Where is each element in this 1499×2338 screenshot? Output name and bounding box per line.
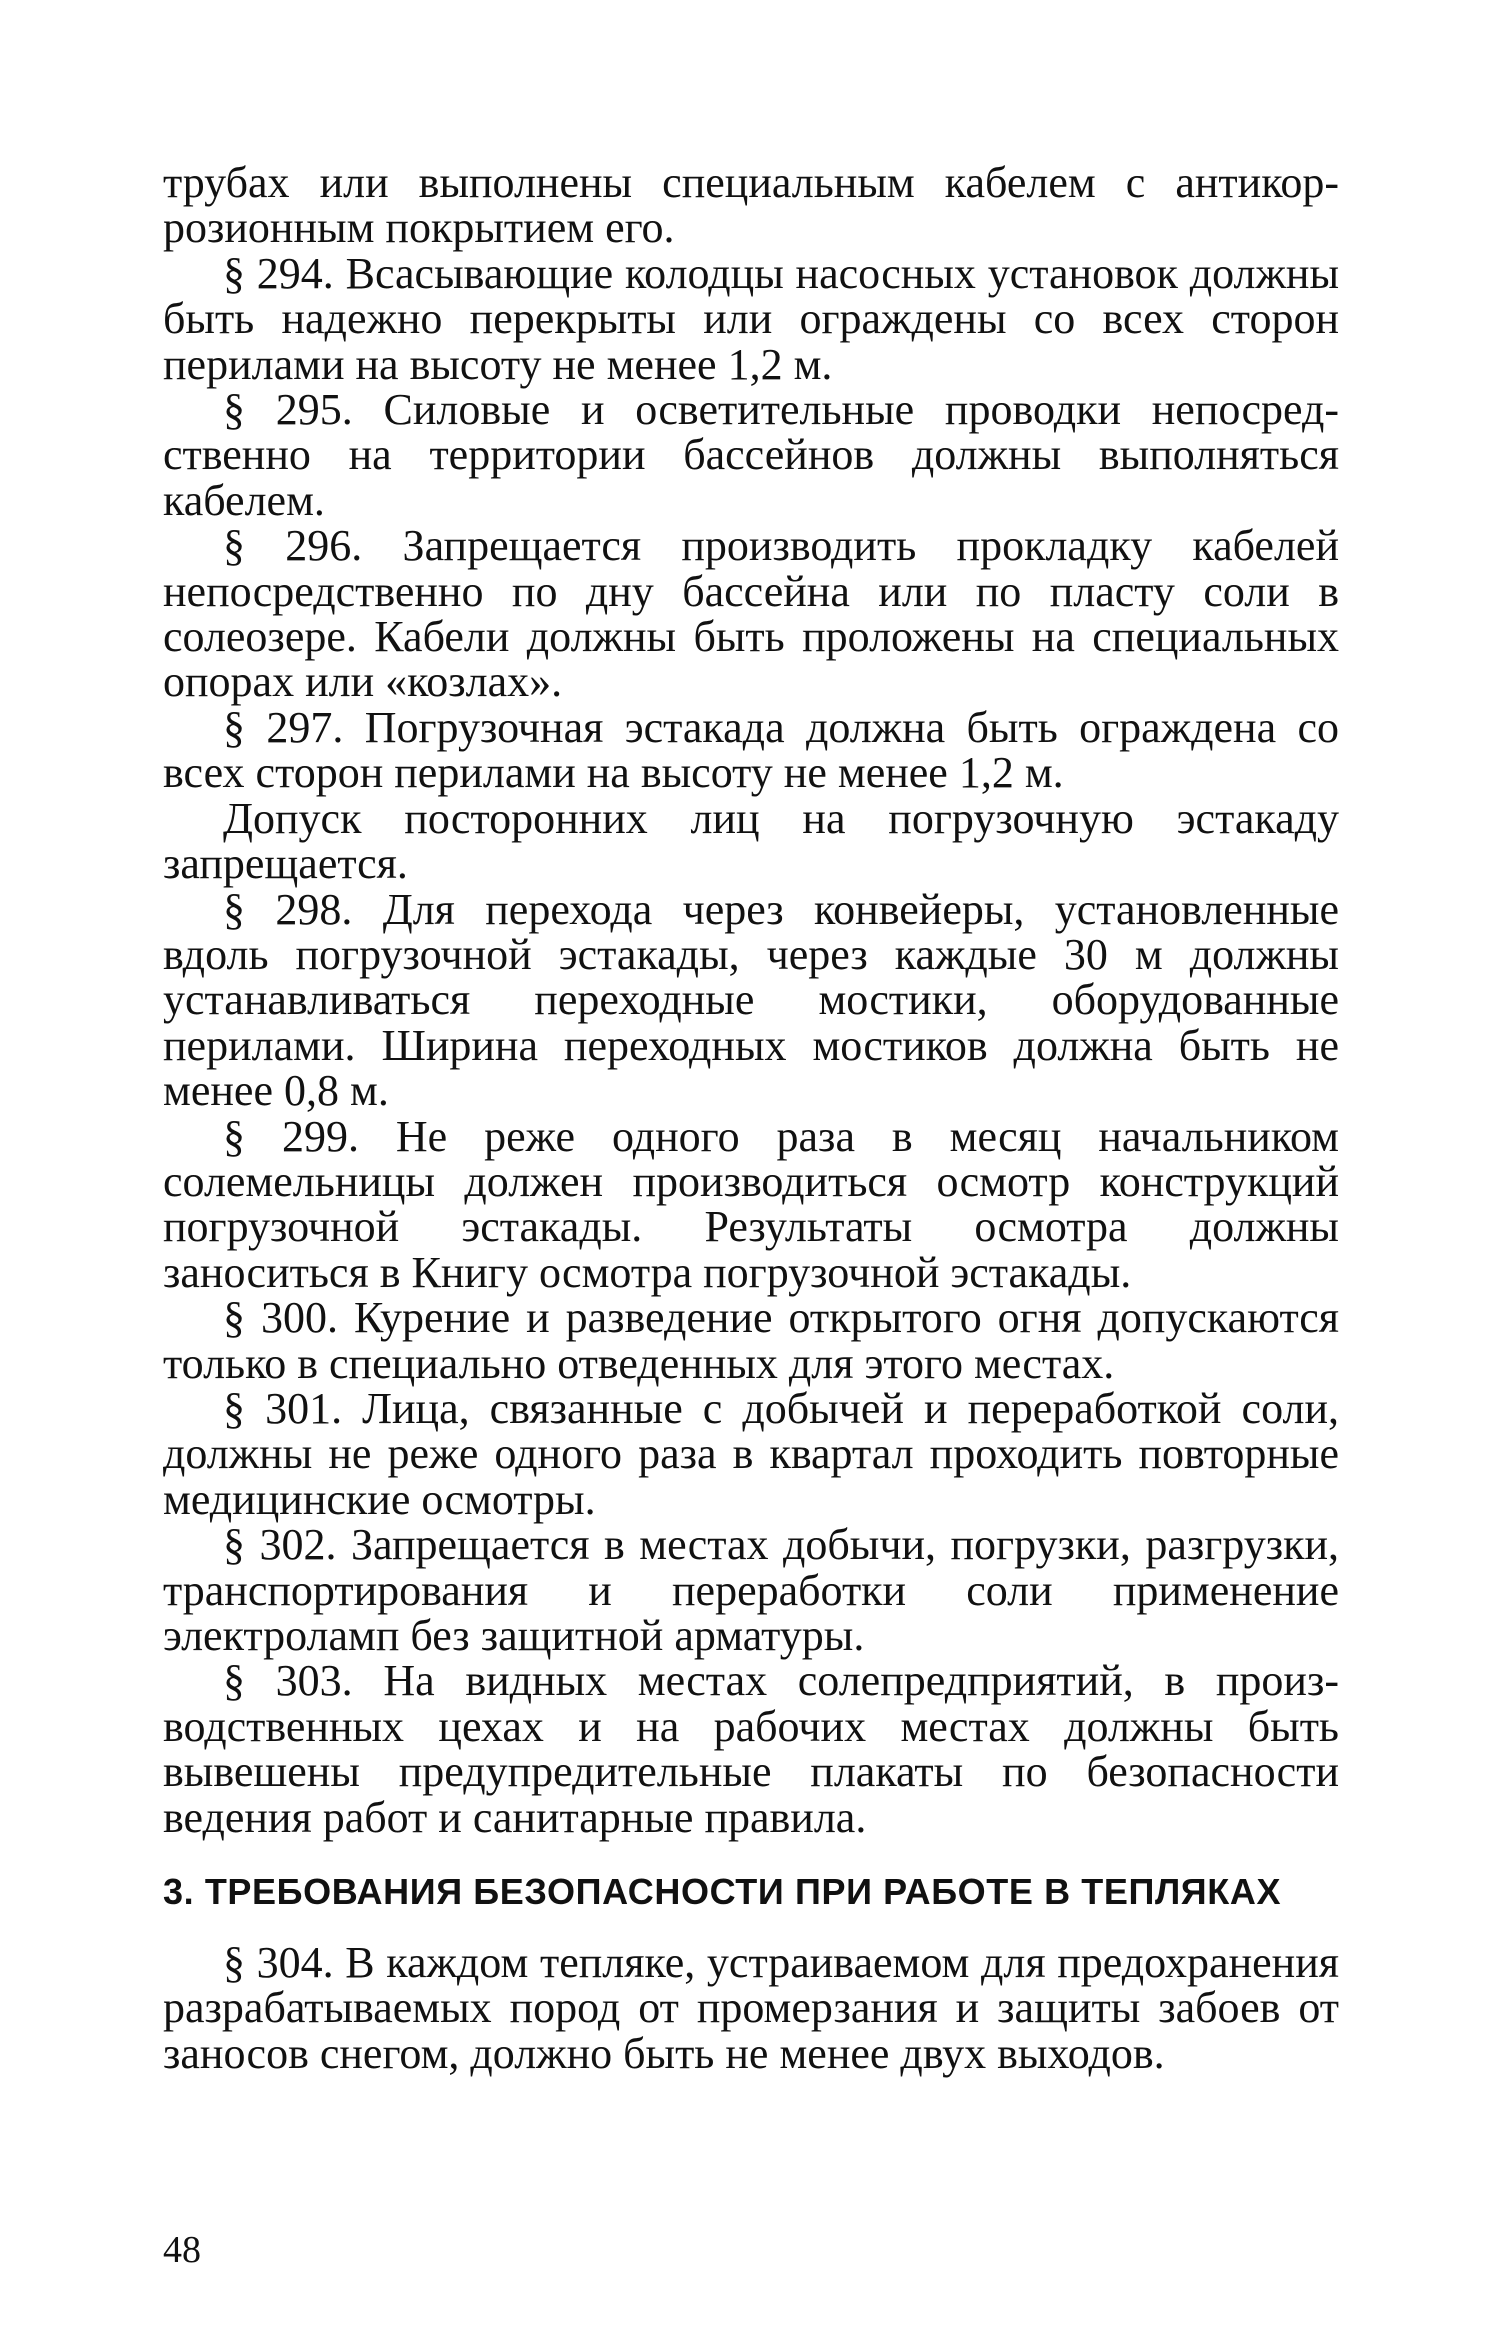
- page-number: 48: [163, 2229, 201, 2271]
- paragraph-297-access: Допуск посторонних лиц на погрузочную эстакаду запрещается.: [163, 793, 1339, 889]
- paragraph-302: § 302. Запрещается в местах добычи, погрузки, разгрузки, транспортирования и переработки соли применение электроламп без защитной арматуры.: [163, 1520, 1339, 1660]
- paragraph-294: § 294. Всасывающие колодцы насосных установок должны быть надежно перекрыты или ограждены со всех сторон перилами на высоту не менее 1,2 м.: [163, 248, 1339, 389]
- paragraph-continuation: трубах или выполнены специальным кабелем с антикоррозионным покрытием его.: [163, 158, 1339, 253]
- paragraph-295: § 295. Силовые и осветительные проводки непосредственно на территории бассейнов должны выполняться кабелем.: [163, 385, 1339, 525]
- page-body: [163, 160, 1339, 2076]
- section-heading: 3. ТРЕБОВАНИЯ БЕЗОПАСНОСТИ ПРИ РАБОТЕ В ТЕПЛЯКАХ: [163, 1871, 1282, 1913]
- paragraph-301: § 301. Лица, связанные с добычей и переработкой соли, должны не реже одного раза в квартал проходить повторные медицинские осмотры.: [163, 1383, 1339, 1524]
- paragraph-296: § 296. Запрещается производить прокладку кабелей непосредственно по дну бассейна или по пласту соли в солеозере. Кабели должны быть проложены на специальных опорах или «козлах».: [163, 521, 1339, 707]
- paragraph-304: § 304. В каждом тепляке, устраиваемом для предохранения разрабатываемых пород от промерзания и защиты забоев от заносов снегом, должно быть не менее двух выходов.: [163, 1938, 1339, 2078]
- paragraph-298: § 298. Для перехода через конвейеры, установленные вдоль погрузочной эстакады, через каждые 30 м должны устанавливаться переходные мостики, оборудованные перилами. Ширина переходных мостиков должна быть не менее 0,8 м.: [163, 884, 1339, 1116]
- paragraph-300: § 300. Курение и разведение открытого огня допускаются только в специально отведенных для этого местах.: [163, 1293, 1339, 1388]
- paragraph-299: § 299. Не реже одного раза в месяц начальником солемельницы должен производиться осмотр конструкций погрузочной эстакады. Результаты осмотра должны заноситься в Книгу осмотра погрузочной эстакады.: [163, 1111, 1339, 1297]
- paragraph-297: § 297. Погрузочная эстакада должна быть ограждена со всех сторон перилами на высоту не менее 1,2 м.: [163, 702, 1339, 798]
- paragraph-303: § 303. На видных местах солепредприятий, в производственных цехах и на рабочих местах должны быть вывешены предупредительные плакаты по безопасности ведения работ и санитарные правила.: [163, 1656, 1339, 1842]
